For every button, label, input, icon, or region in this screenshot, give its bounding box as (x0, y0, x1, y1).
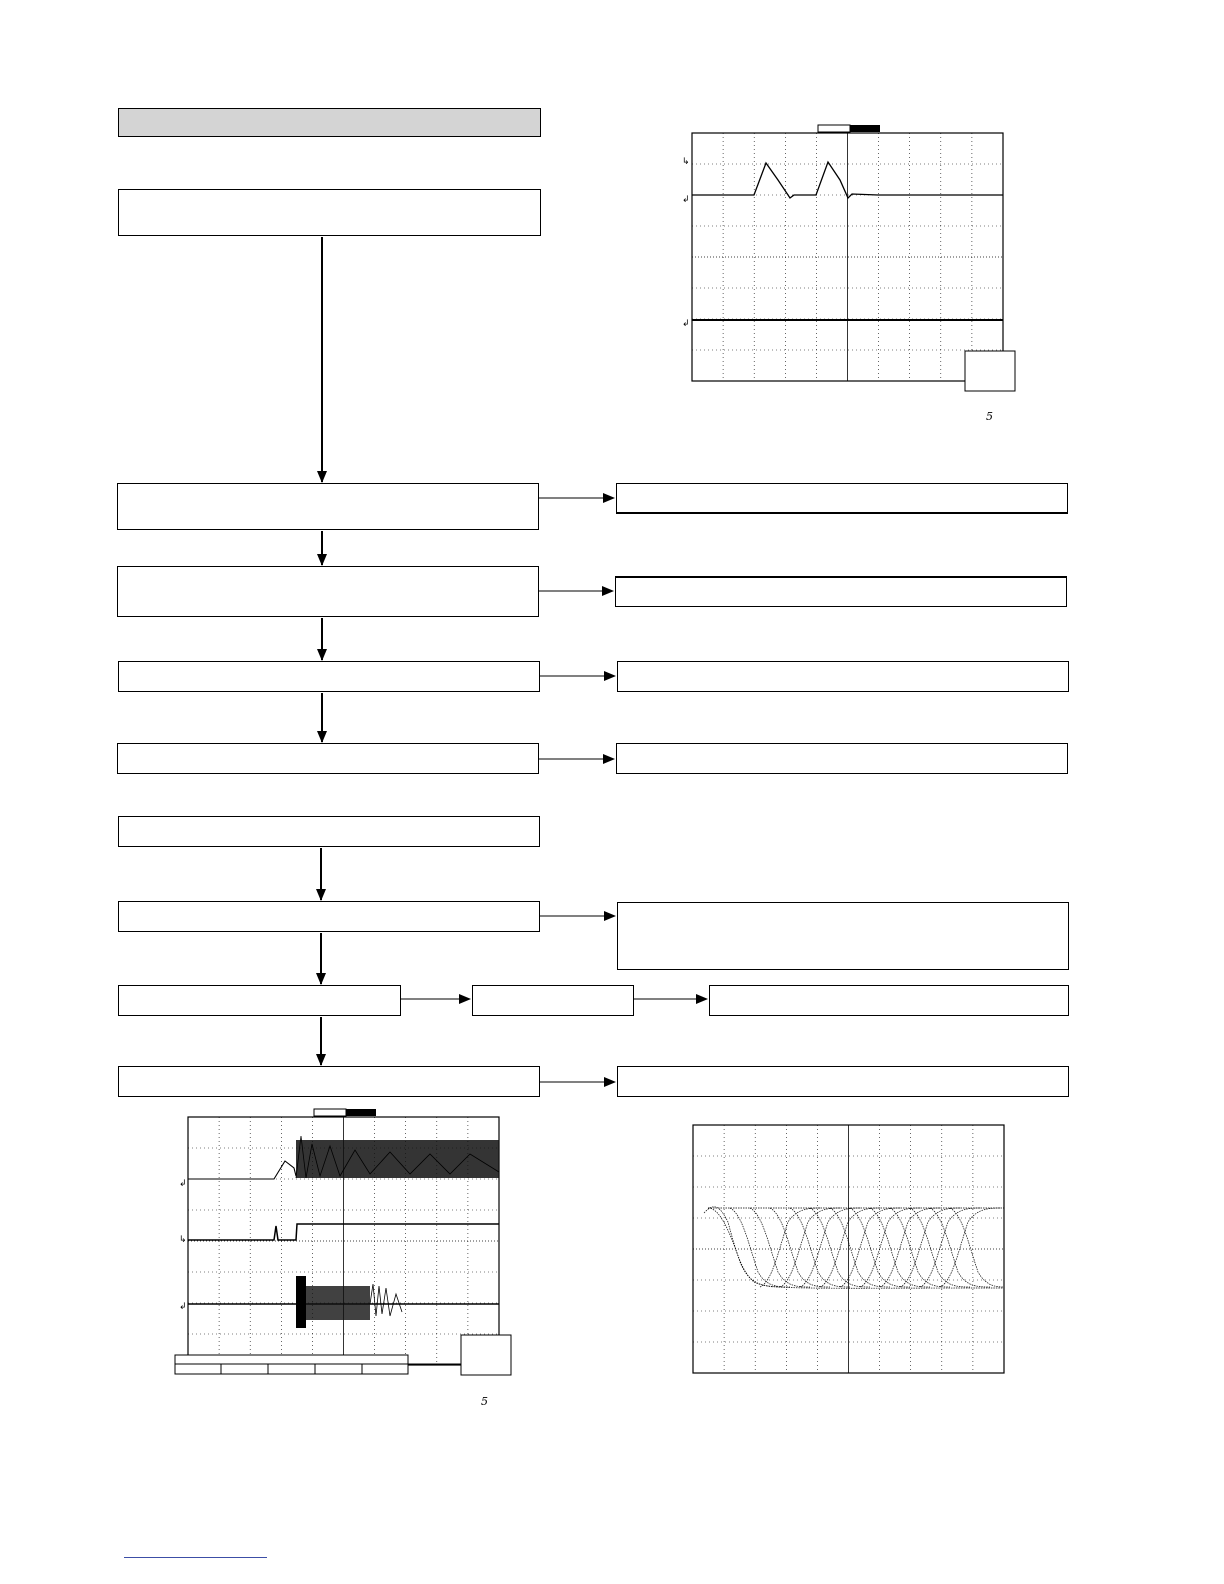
scope-bl-trace-1-burst (296, 1140, 499, 1178)
scope-bl-trigger-white (314, 1109, 346, 1116)
oscilloscope-top (680, 122, 1020, 397)
scope-top-label-box (965, 351, 1015, 391)
scope-bl-figure-marker: 5 (481, 1395, 488, 1408)
scope-top-trigger-white (818, 125, 850, 132)
scope-bl-trace-3-burst-a (296, 1276, 306, 1328)
scope-bl-marker-c: ↲ (179, 1302, 187, 1312)
scope-bl-trigger-black (346, 1109, 376, 1116)
oscilloscope-bottom-right (690, 1122, 1008, 1376)
scope-top-marker-a: ↳ (682, 157, 690, 167)
scope-bl-marker-a: ↲ (179, 1179, 187, 1189)
scope-top-marker-b: ↲ (682, 195, 690, 205)
scope-br-screen (693, 1125, 1004, 1373)
scope-top-screen (692, 133, 1003, 381)
footer-rule (124, 1557, 267, 1558)
scope-top-trigger-black (850, 125, 880, 132)
scope-bl-label-box (461, 1335, 511, 1375)
scope-bl-marker-b: ↳ (179, 1235, 187, 1245)
oscilloscope-bottom-left (170, 1106, 516, 1378)
scope-bl-trace-3-burst-b (306, 1286, 370, 1320)
scope-top-marker-c: ↲ (682, 319, 690, 329)
scope-top-figure-marker: 5 (986, 410, 993, 423)
